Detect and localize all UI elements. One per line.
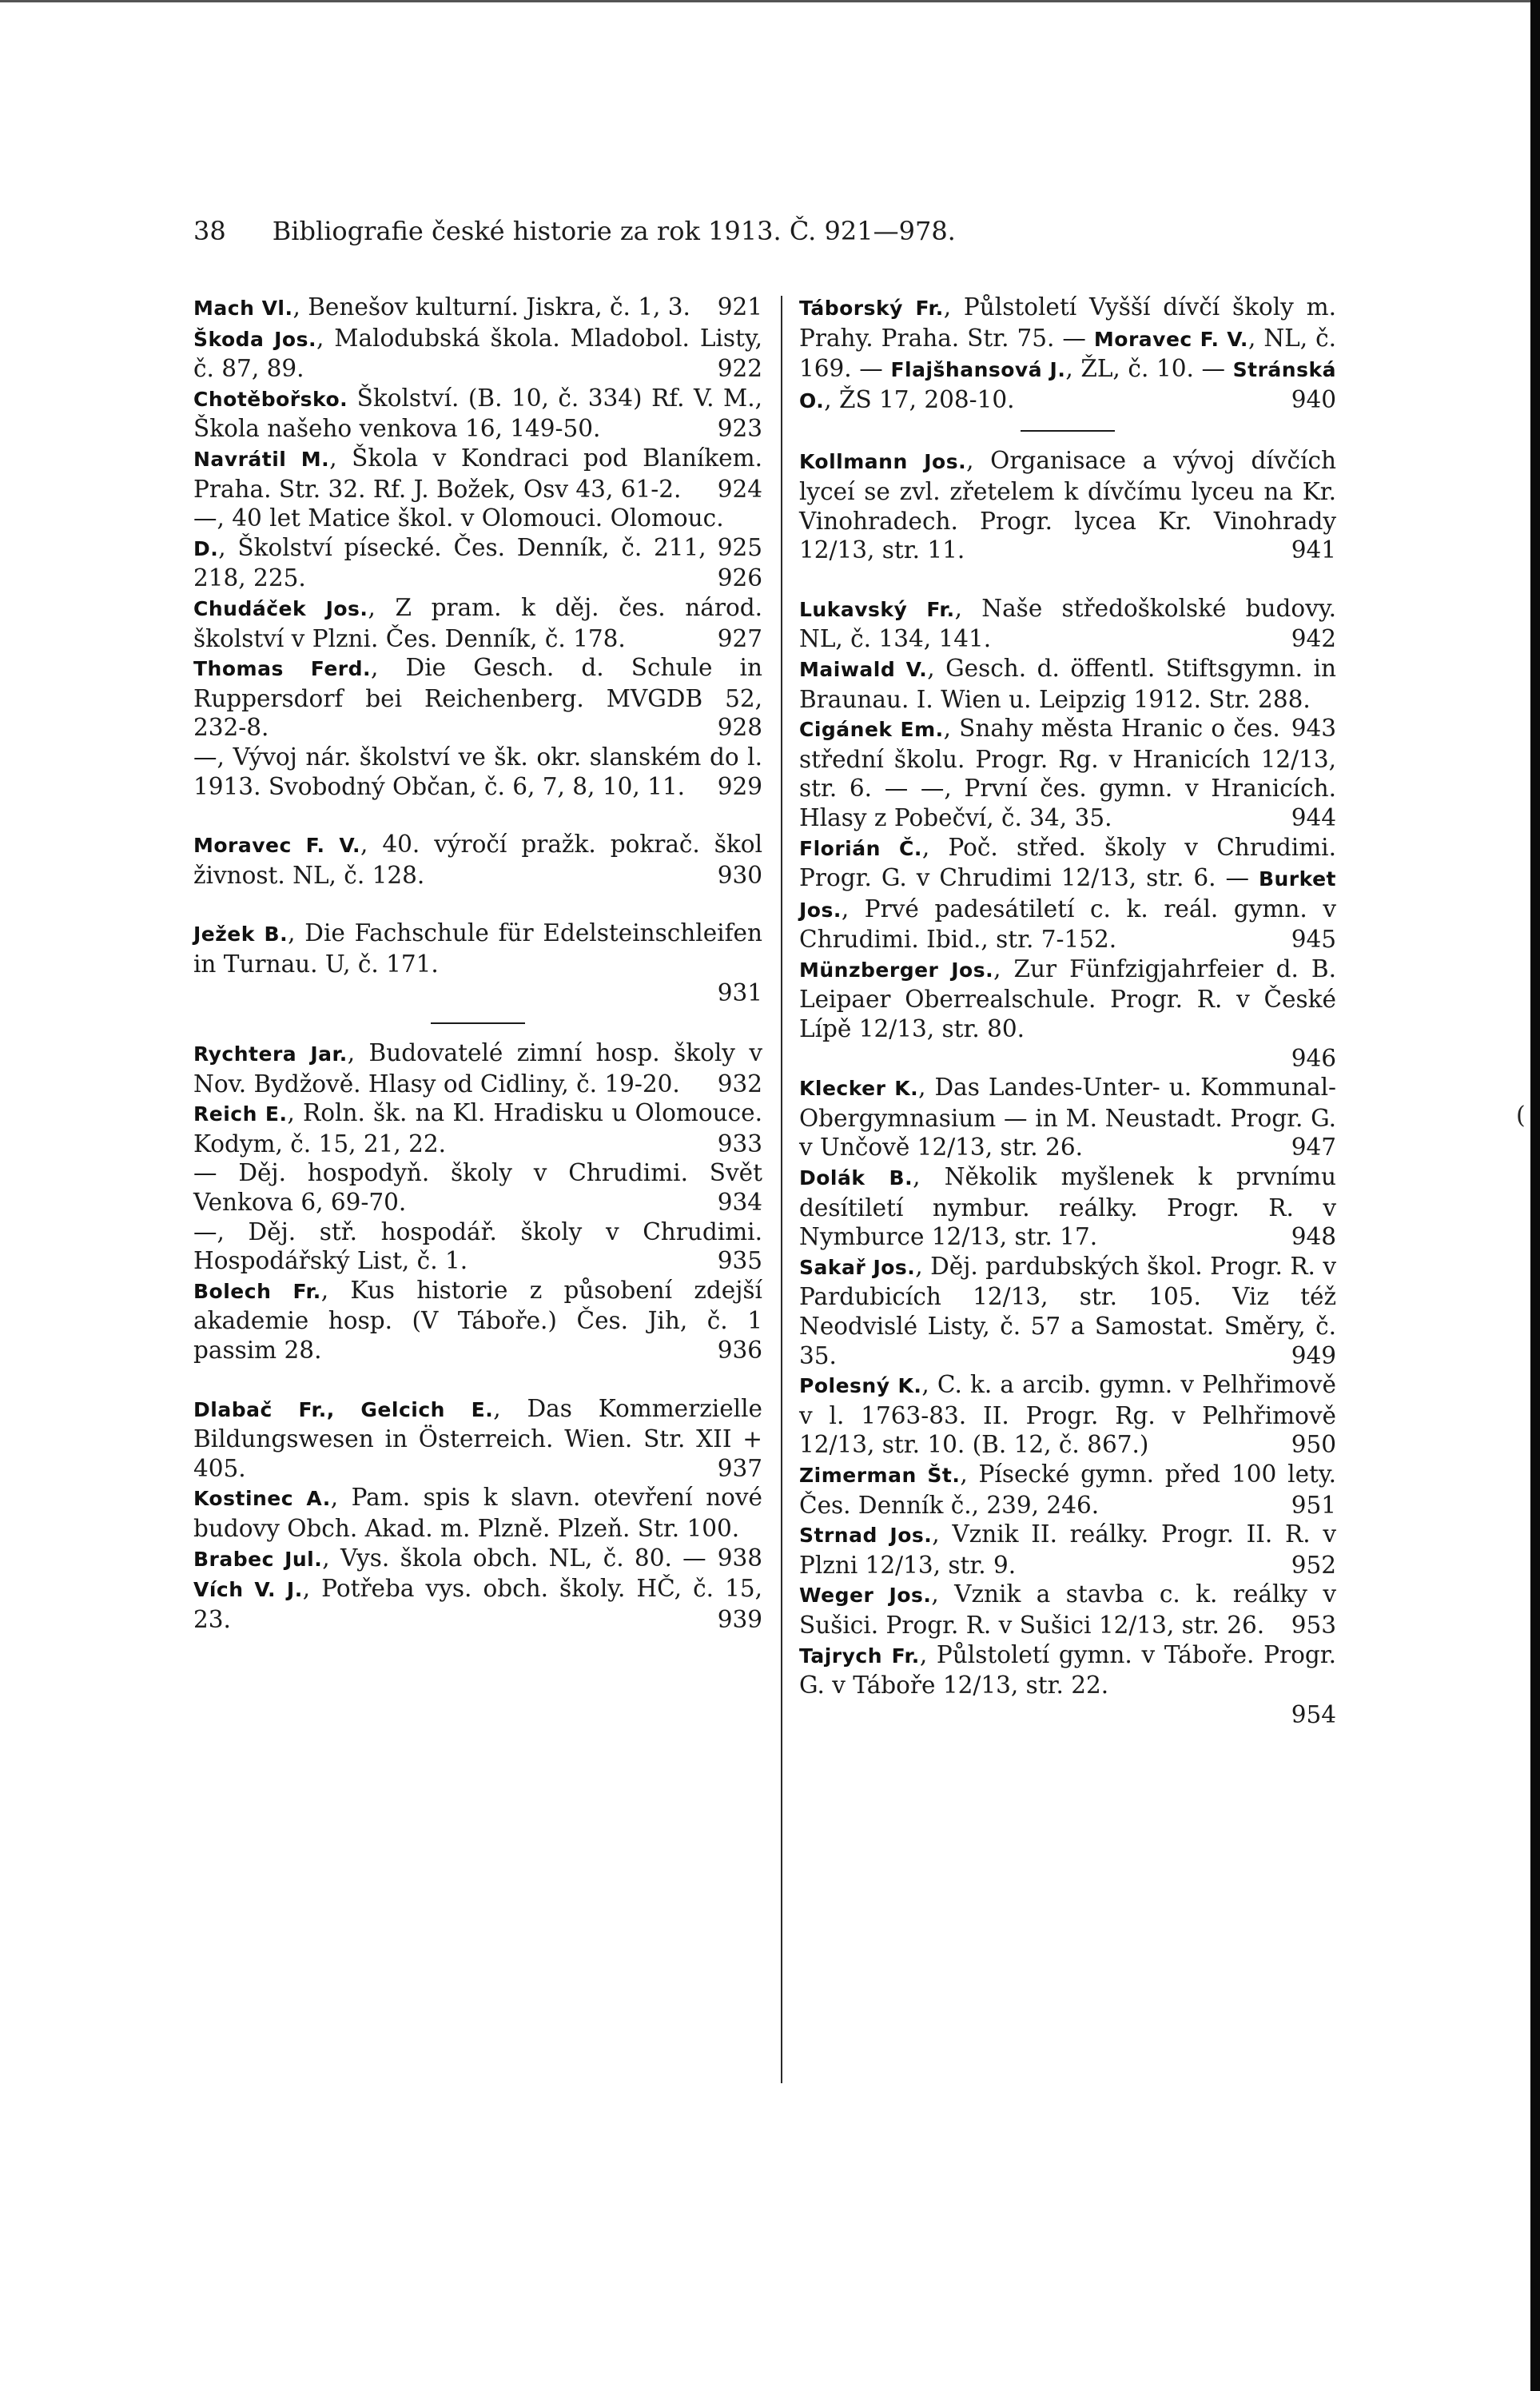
entry-author: Chotěbořsko. <box>193 387 348 411</box>
right-column <box>799 293 1336 1729</box>
entry-author: Dlabač Fr., Gelcich E. <box>193 1397 494 1421</box>
entry-number: 947 <box>1291 1134 1336 1162</box>
entry-author: Thomas Ferd. <box>193 657 372 681</box>
entry-number: 924 <box>717 475 762 503</box>
entry-text: , Vys. škola obch. NL, č. 80. — <box>322 1544 706 1572</box>
entry-text: , Malodubská škola. Mladobol. Listy, č. 87, 89. <box>193 324 762 383</box>
entry-number: 937 <box>717 1454 762 1482</box>
entry-923 <box>193 384 762 444</box>
entry-number: 922 <box>717 355 762 383</box>
entry-number: 950 <box>1291 1431 1336 1459</box>
column-divider <box>781 296 782 2083</box>
entry-number: 948 <box>1291 1223 1336 1251</box>
entry-933 <box>193 1098 762 1158</box>
entry-author: Kostinec A. <box>193 1487 331 1511</box>
entry-929 <box>193 743 762 801</box>
entry-text: , Die Fachschule für Edelsteinschleifen in Turnau. U, č. 171. <box>193 919 762 978</box>
entry-text-fourth: , ŽS 17, 208-10. <box>824 385 1015 413</box>
left-column <box>193 293 762 1634</box>
entry-text: , Škola v Kondraci pod Blaníkem. Praha. Str. 32. Rf. J. Božek, Osv 43, 61-2. <box>193 444 762 503</box>
entry-924 <box>193 444 762 504</box>
entry-928 <box>193 653 762 743</box>
entry-author: Maiwald V. <box>799 657 928 681</box>
entry-text-second: , NL, č. 169. — <box>799 324 1336 383</box>
entry-text: , Školství písecké. Čes. Denník, č. 211, 218, 225. <box>193 533 706 592</box>
entry-948 <box>799 1162 1336 1252</box>
header-title: Bibliografie české historie za rok 1913. Č. 921—978. <box>272 216 956 246</box>
entry-text: —, Vývoj nár. školství ve šk. okr. slanském do l. 1913. Svobodný Občan, č. 6, 7, 8, 10, 11. <box>193 743 762 800</box>
entry-author: Brabec Jul. <box>193 1547 323 1571</box>
entry-939 <box>193 1544 762 1635</box>
entry-text: —, Děj. stř. hospodář. školy v Chrudimi. Hospodářský List, č. 1. <box>193 1217 762 1275</box>
entry-text: , Die Gesch. d. Schule in Ruppersdorf bei Reichenberg. MVGDB 52, 232-8. <box>193 654 762 742</box>
entry-text: — Děj. hospodyň. školy v Chrudimi. Svět Venkova 6, 69-70. <box>193 1159 762 1217</box>
entry-number: 953 <box>1291 1611 1336 1639</box>
entry-number: 929 <box>717 772 762 800</box>
entry-author: Polesný K. <box>799 1374 922 1398</box>
entry-number: 932 <box>717 1070 762 1098</box>
entry-945 <box>799 833 1336 954</box>
entry-author-second: Vích V. J. <box>193 1578 303 1602</box>
entry-number: 949 <box>1291 1341 1336 1369</box>
entry-author-fourth: Stránská O. <box>799 358 1336 412</box>
entry-text: , Děj. pardubských škol. Progr. R. v Pardubicích 12/13, str. 105. Viz též Neodvislé Listy, č. 57 a Samostat. Směry, č. 35. <box>799 1252 1336 1369</box>
entry-number: 946 <box>1291 1044 1336 1072</box>
entry-text: , Zur Fünfzigjahrfeier d. B. Leipaer Oberrealschule. Progr. R. v České Lípě 12/13, str. 80. <box>799 954 1336 1043</box>
entry-text: , Vznik II. reálky. Progr. II. R. v Plzni 12/13, str. 9. <box>799 1520 1336 1579</box>
entry-number: 926 <box>717 564 762 592</box>
entry-number: 933 <box>717 1130 762 1158</box>
entry-937 <box>193 1394 762 1484</box>
entry-number: 927 <box>717 624 762 652</box>
entry-number: 925 <box>717 533 762 561</box>
entry-number: 935 <box>717 1247 762 1275</box>
entry-947 <box>799 1073 1336 1162</box>
entry-921 <box>193 293 762 324</box>
entry-author: Dolák B. <box>799 1166 913 1190</box>
entry-author: Moravec F. V. <box>193 834 360 858</box>
entry-author: Mach Vl. <box>193 297 293 320</box>
entry-text: , Poč. střed. školy v Chrudimi. Progr. G. v Chrudimi 12/13, str. 6. — <box>799 833 1336 892</box>
entry-author-third: Flajšhansová J. <box>890 358 1066 382</box>
entry-935 <box>193 1217 762 1276</box>
scan-edge <box>1530 0 1540 2391</box>
margin-mark: ( <box>1516 1102 1526 1130</box>
entry-author: Sakař Jos. <box>799 1255 916 1279</box>
entry-author: Kollmann Jos. <box>799 450 967 474</box>
entry-author: Bolech Fr. <box>193 1279 321 1303</box>
entry-text: Školství. (B. 10, č. 334) Rf. V. M., Škola našeho venkova 16, 149-50. <box>193 384 762 443</box>
entry-author: Táborský Fr. <box>799 297 944 320</box>
entry-author: Chudáček Jos. <box>193 596 368 620</box>
entry-number: 936 <box>717 1337 762 1364</box>
entry-number: 939 <box>717 1605 762 1633</box>
entry-932 <box>193 1038 762 1098</box>
entry-927 <box>193 593 762 653</box>
entry-author: Klecker K. <box>799 1077 919 1101</box>
entry-941 <box>799 446 1336 564</box>
entry-926 <box>193 533 762 593</box>
entry-949 <box>799 1252 1336 1370</box>
entry-author-second: Burket Jos. <box>799 867 1336 922</box>
entry-number: 930 <box>717 861 762 889</box>
entry-931 <box>193 919 762 1008</box>
entry-text-second: , Potřeba vys. obch. školy. HČ, č. 15, 23. <box>193 1575 762 1633</box>
entry-text: , Vznik a stavba c. k. reálky v Sušici. Progr. R. v Sušici 12/13, str. 26. <box>799 1580 1336 1639</box>
entry-text: , Písecké gymn. před 100 lety. Čes. Denník č., 239, 246. <box>799 1460 1337 1519</box>
entry-author: Škoda Jos. <box>193 327 316 351</box>
entry-author: Tajrych Fr. <box>799 1644 920 1668</box>
entry-text: , Das Kommerzielle Bildungswesen in Österreich. Wien. Str. XII + 405. <box>193 1394 763 1482</box>
entry-number: 921 <box>717 293 762 321</box>
entry-author: Rychtera Jar. <box>193 1042 348 1066</box>
top-border-line <box>0 0 1540 2</box>
entry-number: 928 <box>717 714 762 742</box>
entry-text: , Snahy města Hranic o čes. střední školu. Progr. Rg. v Hranicích 12/13, str. 6. — —, První čes. gymn. v Hranicích. Hlasy z Pobečví, č. 34, 35. <box>799 715 1336 831</box>
section-separator <box>1021 430 1115 432</box>
entry-number: 954 <box>1291 1700 1336 1728</box>
entry-number: 931 <box>717 979 762 1007</box>
entry-author: Münzberger Jos. <box>799 958 994 982</box>
entry-author: Weger Jos. <box>799 1584 932 1608</box>
entry-text: , 40. výročí pražk. pokrač. škol živnost. NL, č. 128. <box>193 831 762 889</box>
entry-922 <box>193 324 762 384</box>
entry-author-second: Moravec F. V. <box>1093 327 1248 351</box>
entry-text: , Kus historie z působení zdejší akademie hosp. (V Táboře.) Čes. Jih, č. 1 passim 28. <box>193 1276 762 1364</box>
entry-number: 951 <box>1291 1491 1336 1519</box>
entry-950 <box>799 1370 1336 1460</box>
entry-text: , Budovatelé zimní hosp. školy v Nov. Bydžově. Hlasy od Cidliny, č. 19-20. <box>193 1039 762 1098</box>
entry-934 <box>193 1158 762 1217</box>
page-number: 38 <box>193 216 226 246</box>
entry-number: 938 <box>717 1544 762 1572</box>
entry-954 <box>799 1640 1336 1730</box>
entry-author: Reich E. <box>193 1102 288 1126</box>
section-separator <box>431 1022 525 1024</box>
entry-944 <box>799 714 1336 832</box>
entry-number: 945 <box>1291 926 1336 954</box>
entry-text: , Půlstoletí Vyšší dívčí školy m. Prahy. Praha. Str. 75. — <box>799 293 1336 352</box>
entry-text: , C. k. a arcib. gymn. v Pelhřimově v l. 1763-83. II. Progr. Rg. v Pelhřimově 12/13, str. 10. (B. 12, č. 867.) <box>799 1371 1336 1459</box>
entry-text: , Das Landes-Unter- u. Kommunal-Obergymnasium — in M. Neustadt. Progr. G. v Unčově 12/13, str. 26. <box>799 1074 1337 1162</box>
entry-text-second: , Prvé padesátiletí c. k. reál. gymn. v Chrudimi. Ibid., str. 7-152. <box>799 895 1336 954</box>
entry-925 <box>193 504 762 561</box>
entry-text: , Organisace a vývoj dívčích lyceí se zvl. zřetelem k dívčímu lyceu na Kr. Vinohradech. Progr. lycea Kr. Vinohrady 12/13, str. 11. <box>799 447 1336 564</box>
entry-text: , Z pram. k děj. čes. národ. školství v Plzni. Čes. Denník, č. 178. <box>193 593 763 652</box>
entry-text: , Několik myšlenek k prvnímu desítiletí nymbur. reálky. Progr. R. v Nymburce 12/13, str. 17. <box>799 1163 1336 1251</box>
entry-number: 952 <box>1291 1551 1336 1579</box>
entry-text: , Pam. spis k slavn. otevření nové budovy Obch. Akad. m. Plzně. Plzeň. Str. 100. <box>193 1484 762 1542</box>
entry-author: Strnad Jos. <box>799 1524 933 1548</box>
entry-930 <box>193 830 762 890</box>
entry-940 <box>799 293 1336 416</box>
entry-942 <box>799 594 1336 654</box>
entry-text: , Benešov kulturní. Jiskra, č. 1, 3. <box>292 293 690 321</box>
entry-number: 923 <box>717 415 762 443</box>
running-header <box>193 216 956 246</box>
entry-text: , Naše středoškolské budovy. NL, č. 134, 141. <box>799 594 1336 653</box>
entry-951 <box>799 1460 1336 1520</box>
entry-author: Florián Č. <box>799 836 922 860</box>
entry-number: 942 <box>1291 625 1336 653</box>
entry-number: 944 <box>1291 803 1336 831</box>
entry-author: D. <box>193 536 219 560</box>
entry-952 <box>799 1520 1336 1580</box>
entry-author: Zimerman Št. <box>799 1463 961 1487</box>
entry-946 <box>799 954 1336 1073</box>
entry-author: Navrátil M. <box>193 447 330 471</box>
entry-number: 940 <box>1291 385 1336 413</box>
entry-author: Ježek B. <box>193 923 289 946</box>
entry-936 <box>193 1276 762 1365</box>
entry-text: —, 40 let Matice škol. v Olomouci. Olomouc. <box>193 504 724 532</box>
entry-text-third: , ŽL, č. 10. — <box>1065 355 1225 383</box>
entry-author: Cigánek Em. <box>799 718 944 742</box>
entry-number: 943 <box>1291 715 1336 743</box>
entry-number: 934 <box>717 1189 762 1217</box>
entry-text: , Půlstoletí gymn. v Táboře. Progr. G. v Táboře 12/13, str. 22. <box>799 1640 1336 1700</box>
entry-text: , Gesch. d. öffentl. Stiftsgymn. in Braunau. I. Wien u. Leipzig 1912. Str. 288. <box>799 654 1336 713</box>
entry-author: Lukavský Fr. <box>799 597 955 621</box>
entry-number: 941 <box>1291 536 1336 564</box>
entry-953 <box>799 1580 1336 1640</box>
entry-text: , Roln. šk. na Kl. Hradisku u Olomouce. Kodym, č. 15, 21, 22. <box>193 1099 762 1158</box>
